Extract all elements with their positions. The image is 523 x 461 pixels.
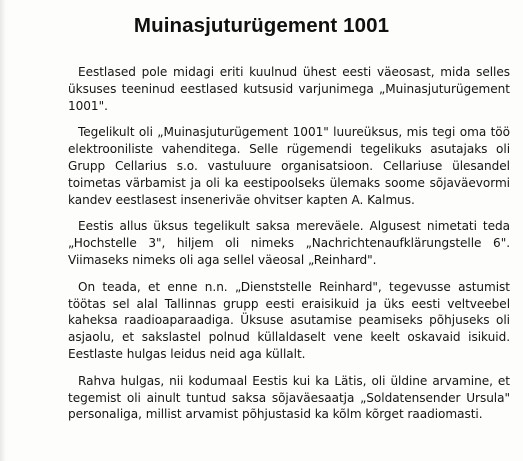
- paragraph-1: Eestlased pole midagi eriti kuulnud ühest eesti väeosast, mida selles üksuses teeninud eestlased kutsusid varjunimega „Muinasjuturügement 1001".: [68, 65, 510, 113]
- paragraph-5: Rahva hulgas, nii kodumaal Eestis kui ka Lätis, oli üldine arvamine, et tegemist oli ainult tuntud saksa sõjaväesaatja „Soldatensender Ursula" personaliga, millist arvamist põhjustasid ka kõlm kõrget raadiomasti.: [68, 373, 510, 422]
- page-edge-shadow: [0, 0, 6, 461]
- page-title: Muinasjuturügement 1001: [133, 14, 390, 37]
- paragraph-3: Eestis allus üksus tegelikult saksa mereväele. Algusest nimetati teda „Hochstelle 3", hiljem oli nimeks „Nachrichtenaufklärungstelle 6". Viimaseks nimeks oli aga sellel väeosal „Reinhard".: [68, 219, 510, 267]
- article-body: [68, 64, 510, 423]
- paragraph-4: On teada, et enne n.n. „Dienststelle Reinhard", tegevusse astumist töötas sel alal Tallinnas grupp eesti eraisikuid ja üks eesti veltveebel kaheksa raadioaparaadiga. Üksuse asutamise peamiseks põhjuseks oli asjaolu, et sakslastel polnud küllaldaselt vene keelt oskavaid isikuid. Eestlaste hulgas leidus neid aga küllalt.: [68, 279, 510, 361]
- paragraph-2: Tegelikult oli „Muinasjuturügement 1001" luureüksus, mis tegi oma töö elektrooniliste vahenditega. Selle rügemendi tegelikuks asutajaks oli Grupp Cellarius s.o. vastuluure organisatsioon. Cellariuse ülesandel toimetas värbamist ja oli ka eestipoolseks ülemaks soome sõjaväevormi kandev eestlasest inseneriväe ohvitser kapten A. Kalmus.: [68, 125, 510, 207]
